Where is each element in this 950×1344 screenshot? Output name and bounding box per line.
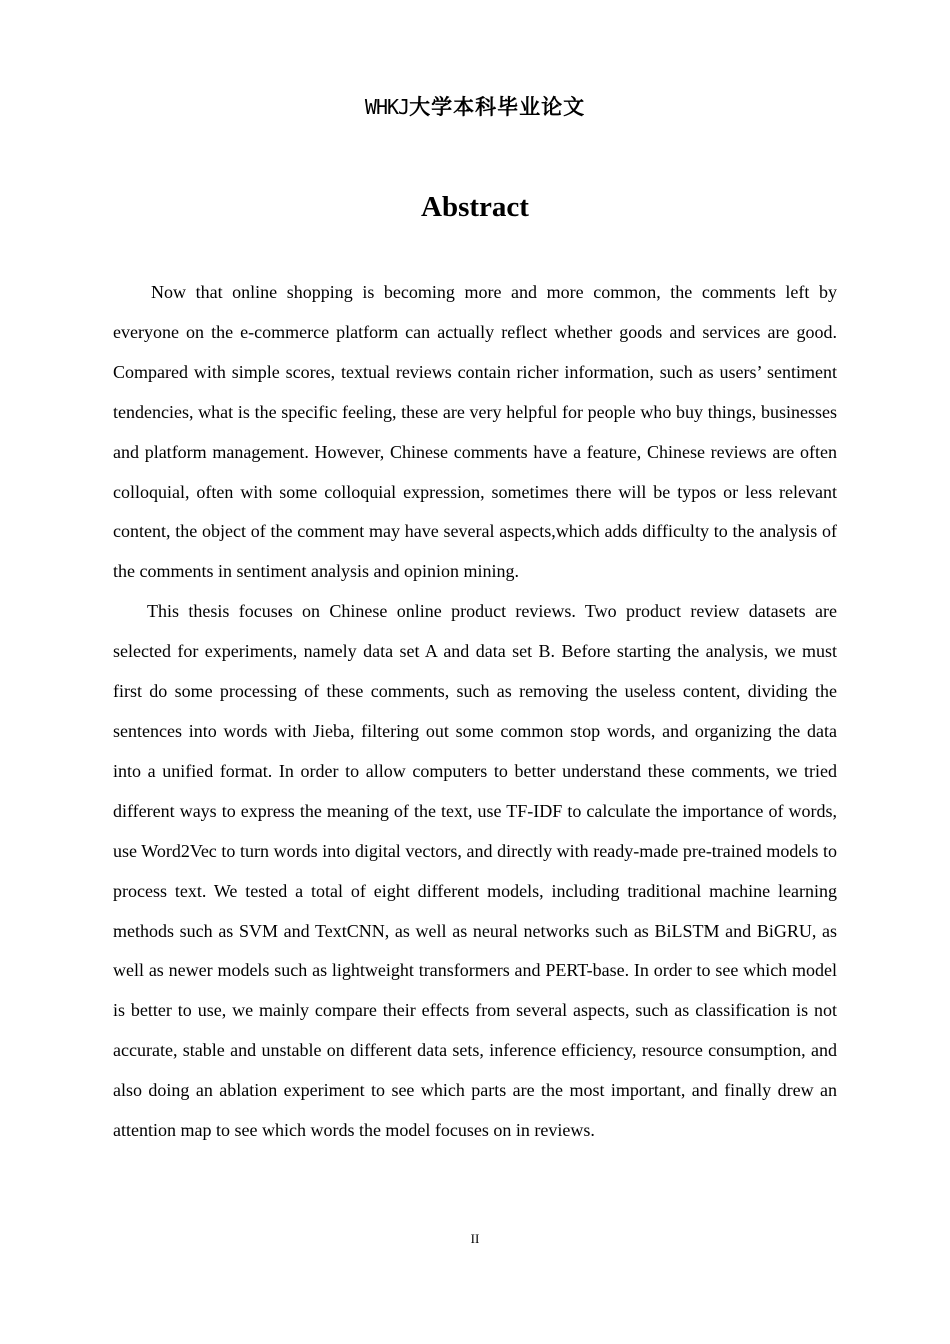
abstract-paragraph-2: This thesis focuses on Chinese online product reviews. Two product review datasets are selected for experiments, namely data set A and data set B. Before starting the analysis, we must first do some processing of these comments, such as removing the useless content, dividing the sentences into words with Jieba, filtering out some common stop words, and organizing the data into a unified format. In order to allow computers to better understand these comments, we tried different ways to express the meaning of the text, use TF-IDF to calculate the importance of words, use Word2Vec to turn words into digital vectors, and directly with ready-made pre-trained models to process text. We tested a total of eight different models, including traditional machine learning methods such as SVM and TextCNN, as well as neural networks such as BiLSTM and BiGRU, as well as newer models such as lightweight transformers and PERT-base. In order to see which model is better to use, we mainly compare their effects from several aspects, such as classification is not accurate, stable and unstable on different data sets, inference efficiency, resource consumption, and also doing an ablation experiment to see which parts are the most important, and finally drew an attention map to see which words the model focuses on in reviews. [113, 601, 837, 1141]
abstract-body [113, 273, 837, 1151]
abstract-title: Abstract [421, 191, 529, 223]
header-university-code: WHKJ [364, 95, 410, 119]
abstract-paragraph-1: Now that online shopping is becoming more and more common, the comments left by everyone on the e-commerce platform can actually reflect whether goods and services are good. Compared with simple scores, textual reviews contain richer information, such as users’ sentiment tendencies, what is the specific feeling, these are very helpful for people who buy things, businesses and platform management. However, Chinese comments have a feature, Chinese reviews are often colloquial, often with some colloquial expression, sometimes there will be typos or less relevant content, the object of the comment may have several aspects,which adds difficulty to the analysis of the comments in sentiment analysis and opinion mining. [113, 282, 837, 582]
header-thesis-label: 大学本科毕业论文 [409, 95, 586, 119]
page-number: II [470, 1231, 480, 1246]
running-header [0, 93, 950, 121]
